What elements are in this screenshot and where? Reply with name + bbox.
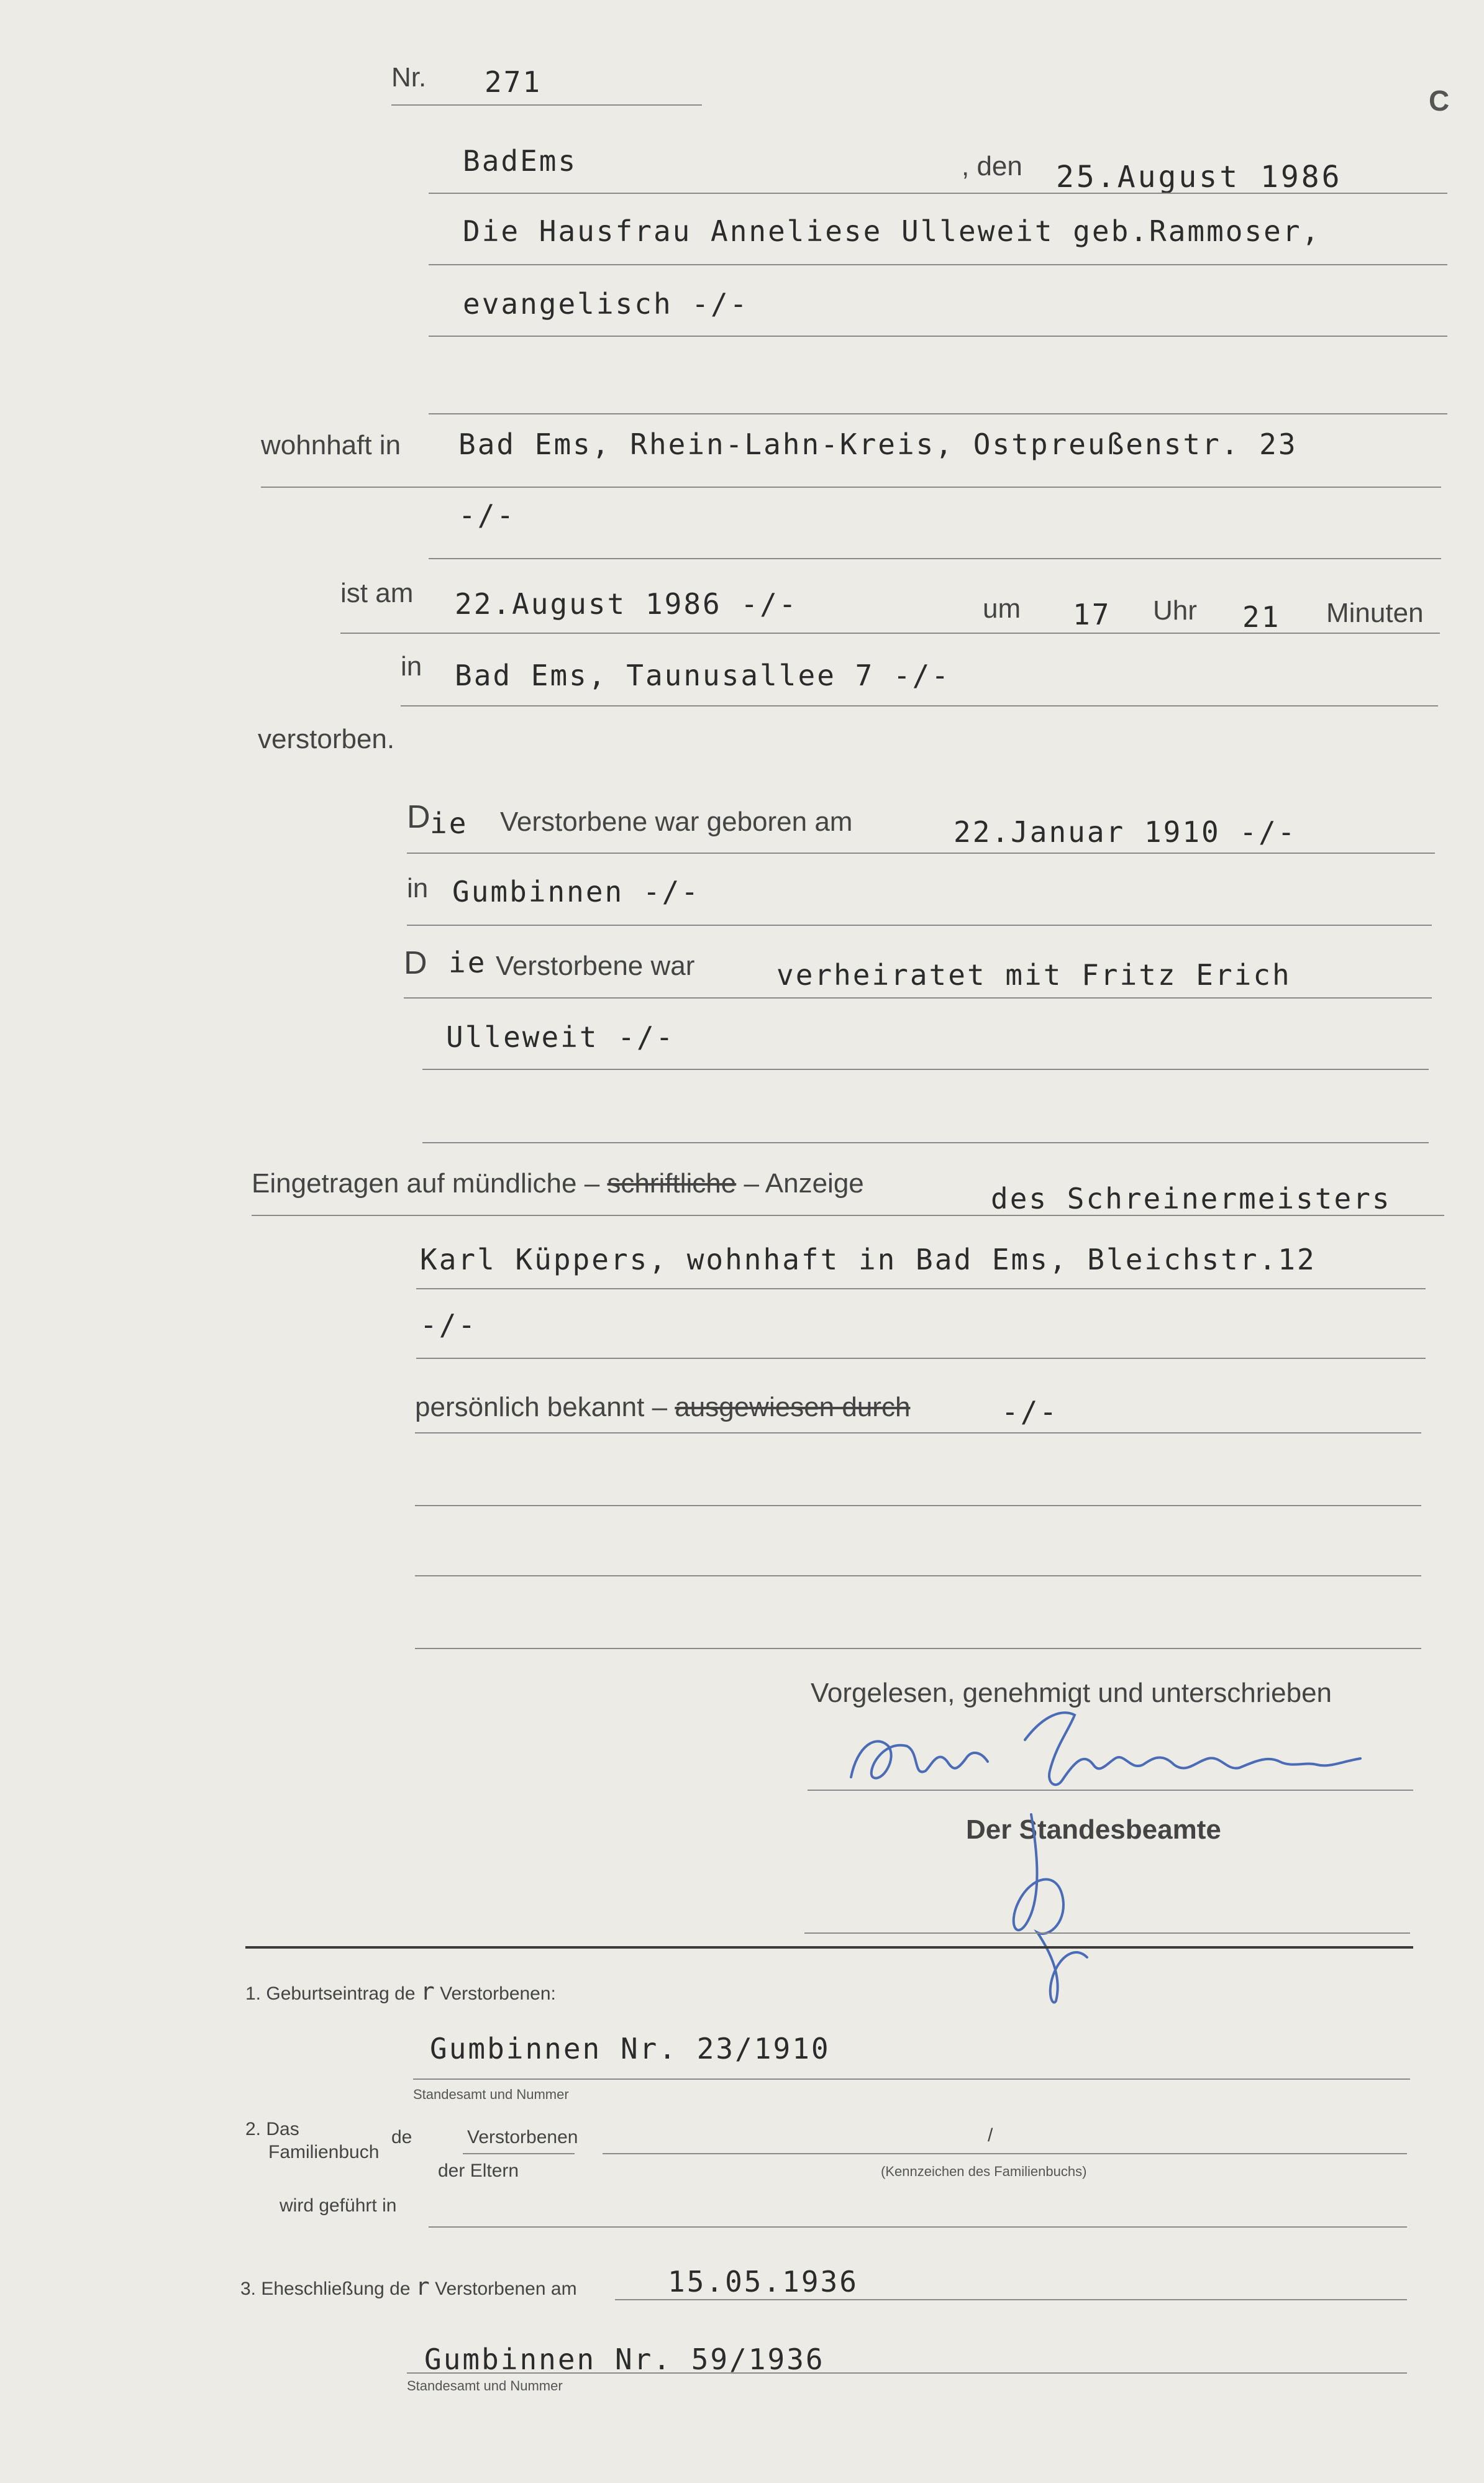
nr-value: 271 [485,65,542,99]
person-line-1: Die Hausfrau Anneliese Ulleweit geb.Rammoser, [463,214,1321,248]
nr-label: Nr. [391,62,427,93]
status-line-1: verheiratet mit Fritz Erich [776,958,1291,992]
known-rule-4 [415,1648,1421,1649]
birth-in-label: in [407,873,429,903]
birth-place-rule [407,925,1432,926]
death-time-rule [340,633,1440,634]
report-rule-1 [252,1215,1444,1216]
residence-rule-2 [429,558,1441,559]
item3-label-b: Verstorbenen am [435,2279,577,2299]
item2-label-a: 2. Das [245,2119,299,2139]
item1-value: Gumbinnen Nr. 23/1910 [430,2032,831,2065]
known-label [415,1392,910,1423]
item3-date: 15.05.1936 [668,2265,858,2298]
registrar-signature [994,1802,1118,2007]
item1-label-b: Verstorbenen: [440,1983,556,2004]
birth-label: Verstorbene war geboren am [500,807,853,837]
report-rule-3 [416,1358,1426,1359]
birth-date-rule [407,853,1435,854]
report-line-2: Karl Küppers, wohnhaft in Bad Ems, Bleichstr.12 [420,1243,1316,1276]
item2-label-de: de [391,2127,412,2147]
item1-label-a: 1. Geburtseintrag de [245,1983,416,2004]
status-rule-1 [404,997,1432,999]
footer-separator [245,1946,1413,1949]
known-rule-1 [415,1432,1421,1434]
death-minuten-label: Minuten [1326,598,1424,628]
item3-rule [407,2372,1407,2374]
death-am-label: ist am [340,578,414,608]
person-line-2: evangelisch -/- [463,287,749,321]
item3-date-rule [615,2299,1407,2300]
status-ie-suffix: ie [448,946,487,979]
report-rule-2 [416,1288,1426,1289]
registrar-label: Der Standesbeamte [966,1814,1221,1845]
place-value: BadEms [463,144,578,178]
item2-label-b: Familienbuch [268,2142,380,2162]
place-date-rule [429,193,1447,194]
birth-d-prefix: D [407,799,430,835]
status-line-2: Ulleweit -/- [446,1020,675,1054]
item1-caption: Standesamt und Nummer [413,2087,569,2102]
item3-label-a: 3. Eheschließung de [240,2279,411,2299]
registrar-rule [804,1932,1410,1934]
item3-label [240,2273,577,2300]
verstorben-label: verstorben. [258,724,395,754]
status-rule-3 [422,1142,1429,1143]
report-label-b: – Anzeige [744,1168,864,1199]
person-rule-3 [429,413,1447,414]
item3-caption: Standesamt und Nummer [407,2378,563,2394]
report-label-a: Eingetragen auf mündliche – [252,1168,600,1199]
death-um-label: um [983,593,1021,624]
death-uhr-label: Uhr [1153,595,1197,626]
report-label-struck: schriftliche [607,1168,737,1199]
item2-gefuehrt: wird geführt in [280,2195,397,2216]
item2-caption: (Kennzeichen des Familienbuchs) [881,2164,1087,2179]
corner-mark: C [1429,85,1450,117]
item2-gefuehrt-rule [429,2226,1407,2228]
report-line-3: -/- [420,1308,478,1342]
person-rule-1 [429,264,1447,265]
signature-karl-kueppers [839,1703,1385,1802]
item2-verstorbenen-rule [463,2153,575,2154]
known-label-struck: ausgewiesen durch [675,1392,911,1422]
signature-rule [808,1790,1413,1791]
death-place-rule [401,705,1438,706]
residence-line-2: -/- [458,498,516,532]
nr-rule [391,104,702,106]
status-d-prefix: D [404,945,427,981]
report-line-1: des Schreinermeisters [991,1182,1391,1215]
item3-typed-r: r [415,2273,430,2300]
item1-typed-r: r [420,1978,435,2005]
item2-verstorbenen: Verstorbenen [467,2127,578,2147]
known-rule-3 [415,1575,1421,1576]
item2-rule [603,2153,1407,2154]
known-label-a: persönlich bekannt – [415,1392,668,1422]
birth-date: 22.Januar 1910 -/- [954,815,1297,849]
status-label: Verstorbene war [496,951,695,981]
report-label [252,1168,864,1199]
person-rule-2 [429,336,1447,337]
birth-ie-suffix: ie [430,807,468,840]
death-in-label: in [401,651,422,682]
item2-slash: / [988,2125,993,2146]
residence-label: wohnhaft in [261,430,401,460]
item3-value: Gumbinnen Nr. 59/1936 [424,2343,825,2376]
residence-rule-1 [261,487,1441,488]
death-hour: 17 [1073,598,1111,631]
read-approved-line: Vorgelesen, genehmigt und unterschrieben [811,1678,1332,1708]
known-value: -/- [1001,1395,1059,1429]
death-place: Bad Ems, Taunusallee 7 -/- [455,659,951,692]
item1-rule [413,2078,1410,2080]
death-date: 22.August 1986 -/- [455,587,798,621]
date-label: , den [962,151,1022,181]
date-value: 25.August 1986 [1056,160,1342,194]
known-rule-2 [415,1505,1421,1506]
status-rule-2 [422,1069,1429,1070]
death-minutes: 21 [1242,600,1281,634]
item2-eltern: der Eltern [438,2161,519,2181]
residence-line-1: Bad Ems, Rhein-Lahn-Kreis, Ostpreußenstr. 23 [458,428,1298,461]
birth-place: Gumbinnen -/- [452,875,701,908]
item1-label [245,1978,556,2005]
